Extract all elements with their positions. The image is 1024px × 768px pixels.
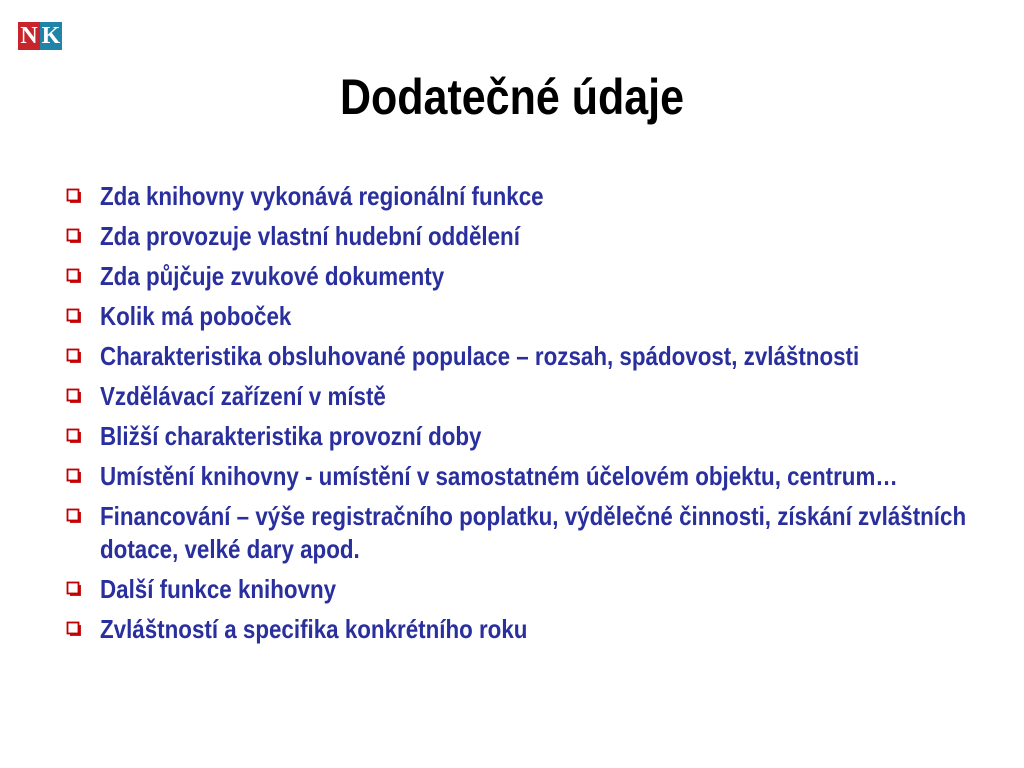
bullet-item — [62, 573, 1002, 606]
bullet-text: Umístění knihovny - umístění v samostatném účelovém objektu, centrum… — [100, 461, 898, 491]
bullet-text: Další funkce knihovny — [100, 574, 337, 604]
bullet-item — [62, 220, 1002, 253]
hollow-square-icon — [66, 188, 82, 204]
bullet-text: Kolik má poboček — [100, 301, 292, 331]
bullet-text: Vzdělávací zařízení v místě — [100, 381, 386, 411]
hollow-square-icon — [66, 621, 82, 637]
logo-letter-n: N — [18, 22, 40, 50]
hollow-square-icon — [66, 508, 82, 524]
hollow-square-icon — [66, 428, 82, 444]
bullet-item — [62, 420, 1002, 453]
bullet-item — [62, 380, 1002, 413]
bullet-list — [62, 180, 1002, 653]
bullet-text: Zda provozuje vlastní hudební oddělení — [100, 221, 520, 251]
nk-logo — [18, 22, 62, 50]
bullet-item — [62, 300, 1002, 333]
hollow-square-icon — [66, 228, 82, 244]
bullet-item — [62, 613, 1002, 646]
hollow-square-icon — [66, 268, 82, 284]
hollow-square-icon — [66, 581, 82, 597]
bullet-text: Charakteristika obsluhované populace – rozsah, spádovost, zvláštnosti — [100, 341, 860, 371]
bullet-item — [62, 340, 1002, 373]
hollow-square-icon — [66, 388, 82, 404]
bullet-text: Zvláštností a specifika konkrétního roku — [100, 614, 528, 644]
bullet-text: Financování – výše registračního poplatku, výdělečné činnosti, získání zvláštních dotace, velké dary apod. — [100, 501, 967, 564]
hollow-square-icon — [66, 348, 82, 364]
hollow-square-icon — [66, 468, 82, 484]
bullet-text: Bližší charakteristika provozní doby — [100, 421, 482, 451]
slide-title: Dodatečné údaje — [339, 69, 685, 125]
bullet-text: Zda knihovny vykonává regionální funkce — [100, 181, 544, 211]
bullet-item — [62, 180, 1002, 213]
logo-letter-k: K — [41, 23, 61, 49]
bullet-text: Zda půjčuje zvukové dokumenty — [100, 261, 445, 291]
bullet-item — [62, 260, 1002, 293]
bullet-item — [62, 460, 1002, 493]
hollow-square-icon — [66, 308, 82, 324]
bullet-item — [62, 500, 1002, 566]
